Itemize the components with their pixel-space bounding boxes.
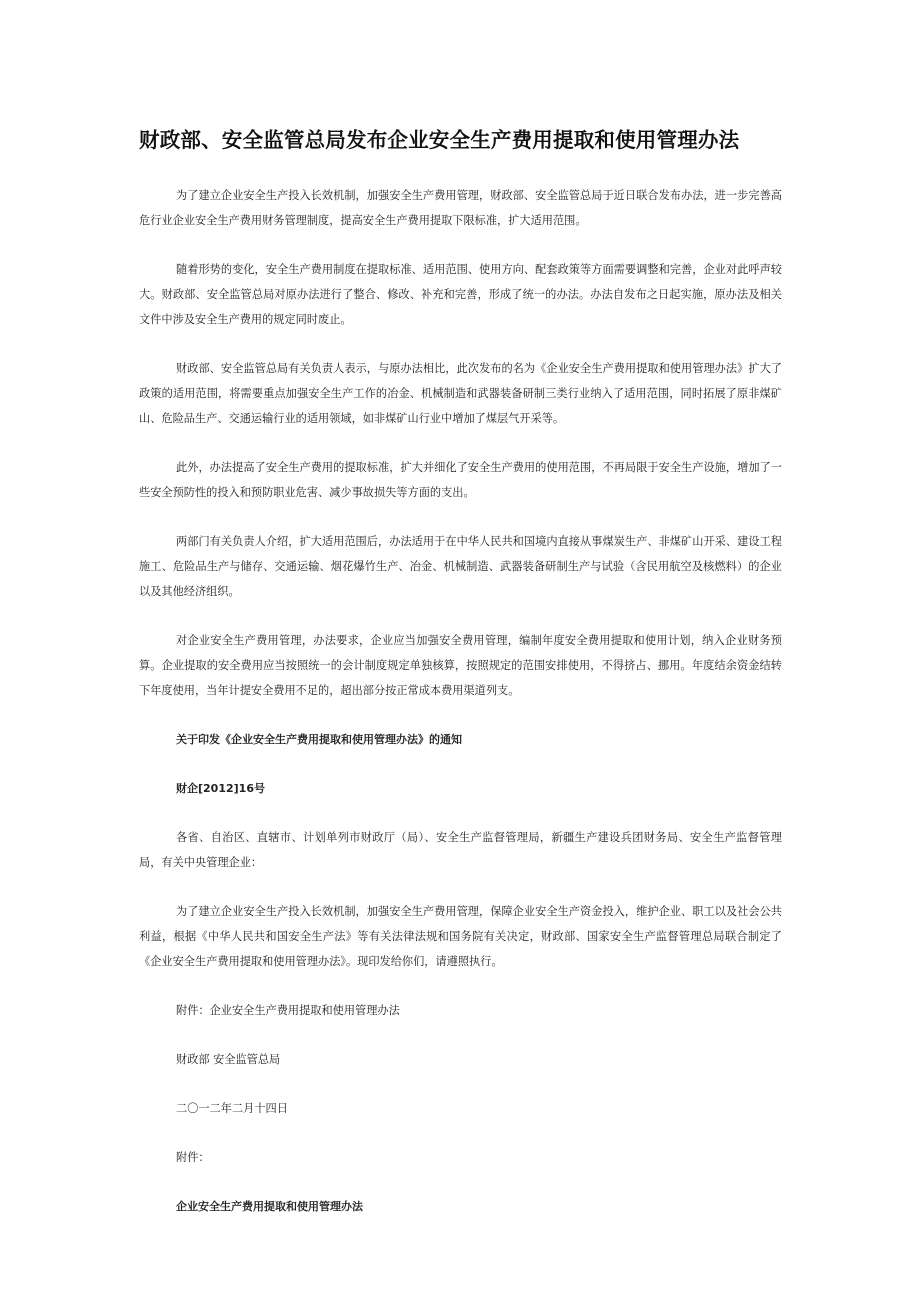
paragraph-standards: 此外，办法提高了安全生产费用的提取标准，扩大并细化了安全生产费用的使用范围，不再局限于安全生产设施，增加了一些安全预防性的投入和预防职业危害、减少事故损失等方面的支出。 xyxy=(139,461,782,499)
notice-addressees: 各省、自治区、直辖市、计划单列市财政厅（局）、安全生产监督管理局，新疆生产建设兵团财务局、安全生产监督管理局，有关中央管理企业： xyxy=(139,831,782,869)
issue-date: 二〇一二年二月十四日 xyxy=(176,1102,288,1115)
paragraph-scope: 财政部、安全监管总局有关负责人表示，与原办法相比，此次发布的名为《企业安全生产费用提取和使用管理办法》扩大了政策的适用范围，将需要重点加强安全生产工作的冶金、机械制造和武器装备研制三类行业纳入了适用范围，同时拓展了原非煤矿山、危险品生产、交通运输行业的适用领域，如非煤矿山行业中增加了煤层气开采等。 xyxy=(139,362,782,425)
document-body xyxy=(139,183,782,1243)
paragraph-applicability: 两部门有关负责人介绍，扩大适用范围后，办法适用于在中华人民共和国境内直接从事煤炭生产、非煤矿山开采、建设工程施工、危险品生产与储存、交通运输、烟花爆竹生产、冶金、机械制造、武器装备研制生产与试验（含民用航空及核燃料）的企业以及其他经济组织。 xyxy=(139,535,782,598)
signatories: 财政部 安全监管总局 xyxy=(176,1053,281,1066)
notice-number: 财企[2012]16号 xyxy=(176,782,265,795)
attachment-label: 附件： xyxy=(176,1151,210,1164)
notice-title: 关于印发《企业安全生产费用提取和使用管理办法》的通知 xyxy=(176,733,462,746)
paragraph-background: 随着形势的变化，安全生产费用制度在提取标准、适用范围、使用方向、配套政策等方面需要调整和完善，企业对此呼声较大。财政部、安全监管总局对原办法进行了整合、修改、补充和完善，形成了统一的办法。办法自发布之日起实施，原办法及相关文件中涉及安全生产费用的规定同时废止。 xyxy=(139,263,782,326)
paragraph-intro: 为了建立企业安全生产投入长效机制，加强安全生产费用管理，财政部、安全监管总局于近日联合发布办法，进一步完善高危行业企业安全生产费用财务管理制度，提高安全生产费用提取下限标准，扩大适用范围。 xyxy=(139,189,782,227)
notice-body: 为了建立企业安全生产投入长效机制，加强安全生产费用管理，保障企业安全生产资金投入，维护企业、职工以及社会公共利益，根据《中华人民共和国安全生产法》等有关法律法规和国务院有关决定，财政部、国家安全生产监督管理总局联合制定了《企业安全生产费用提取和使用管理办法》。现印发给你们，请遵照执行。 xyxy=(139,905,782,968)
attachment-line: 附件：企业安全生产费用提取和使用管理办法 xyxy=(176,1004,400,1017)
attachment-title: 企业安全生产费用提取和使用管理办法 xyxy=(176,1200,363,1213)
document-title: 财政部、安全监管总局发布企业安全生产费用提取和使用管理办法 xyxy=(139,128,740,152)
paragraph-management: 对企业安全生产费用管理，办法要求，企业应当加强安全费用管理，编制年度安全费用提取和使用计划，纳入企业财务预算。企业提取的安全费用应当按照统一的会计制度规定单独核算，按照规定的范围安排使用，不得挤占、挪用。年度结余资金结转下年度使用，当年计提安全费用不足的，超出部分按正常成本费用渠道列支。 xyxy=(139,634,782,697)
